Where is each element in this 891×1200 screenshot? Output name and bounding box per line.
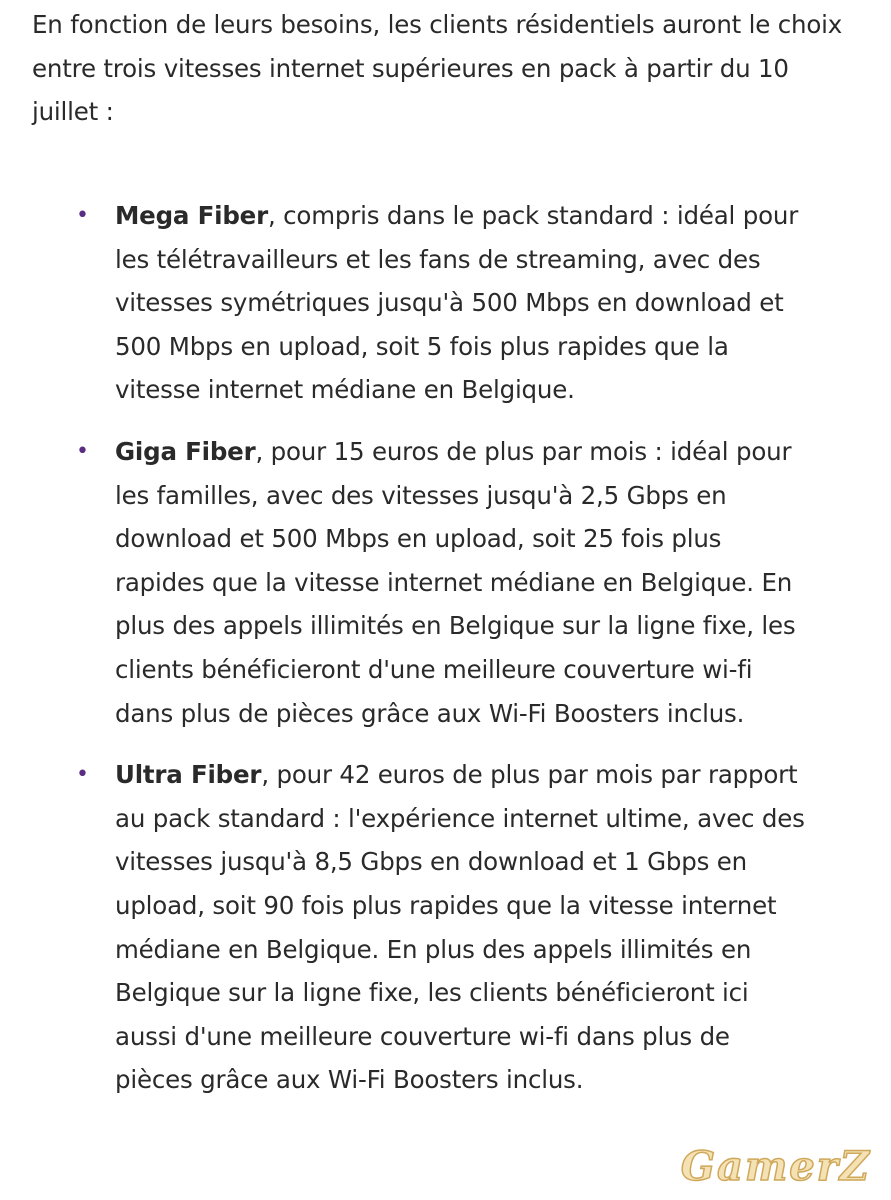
offer-description: , pour 42 euros de plus par mois par rapport au pack standard : l'expérience internet ultime, avec des vitesses jusqu'à 8,5 Gbps en download et 1 Gbps en upload, soit 90 fois plus rapides que la vitesse internet médiane en Belgique. En plus des appels illimités en Belgique sur la ligne fixe, les clients bénéficieront ici aussi d'une meilleure couverture wi-fi dans plus de pièces grâce aux Wi-Fi Boosters inclus. <box>115 760 805 1095</box>
offer-description: , pour 15 euros de plus par mois : idéal pour les familles, avec des vitesses jusqu'à 2,5 Gbps en download et 500 Mbps en upload, soit 25 fois plus rapides que la vitesse internet médiane en Belgique. En plus des appels illimités en Belgique sur la ligne fixe, les clients bénéficieront d'une meilleure couverture wi-fi dans plus de pièces grâce aux Wi-Fi Boosters inclus. <box>115 436 796 728</box>
bullet-icon: • <box>76 203 89 228</box>
watermark-logo: GamerZ <box>680 1143 871 1190</box>
offer-name: Ultra Fiber <box>115 760 262 790</box>
article-body <box>32 0 872 1095</box>
bullet-icon: • <box>76 762 89 788</box>
offer-name: Mega Fiber <box>115 201 268 230</box>
offer-ultra-fiber <box>32 753 812 1102</box>
offer-name: Giga Fiber <box>115 436 256 466</box>
offer-description: , compris dans le pack standard : idéal pour les télétravailleurs et les fans de streaming, avec des vitesses symétriques jusqu'à 500 Mbps en download et 500 Mbps en upload, soit 5 fois plus rapides que la vitesse internet médiane en Belgique. <box>115 201 799 405</box>
offer-list <box>32 194 812 1102</box>
offer-giga-fiber <box>32 430 812 735</box>
bullet-icon: • <box>76 438 89 464</box>
intro-paragraph: En fonction de leurs besoins, les clients résidentiels auront le choix entre trois vitesses internet supérieures en pack à partir du 10 juillet : <box>32 10 843 126</box>
offer-mega-fiber <box>32 194 812 412</box>
